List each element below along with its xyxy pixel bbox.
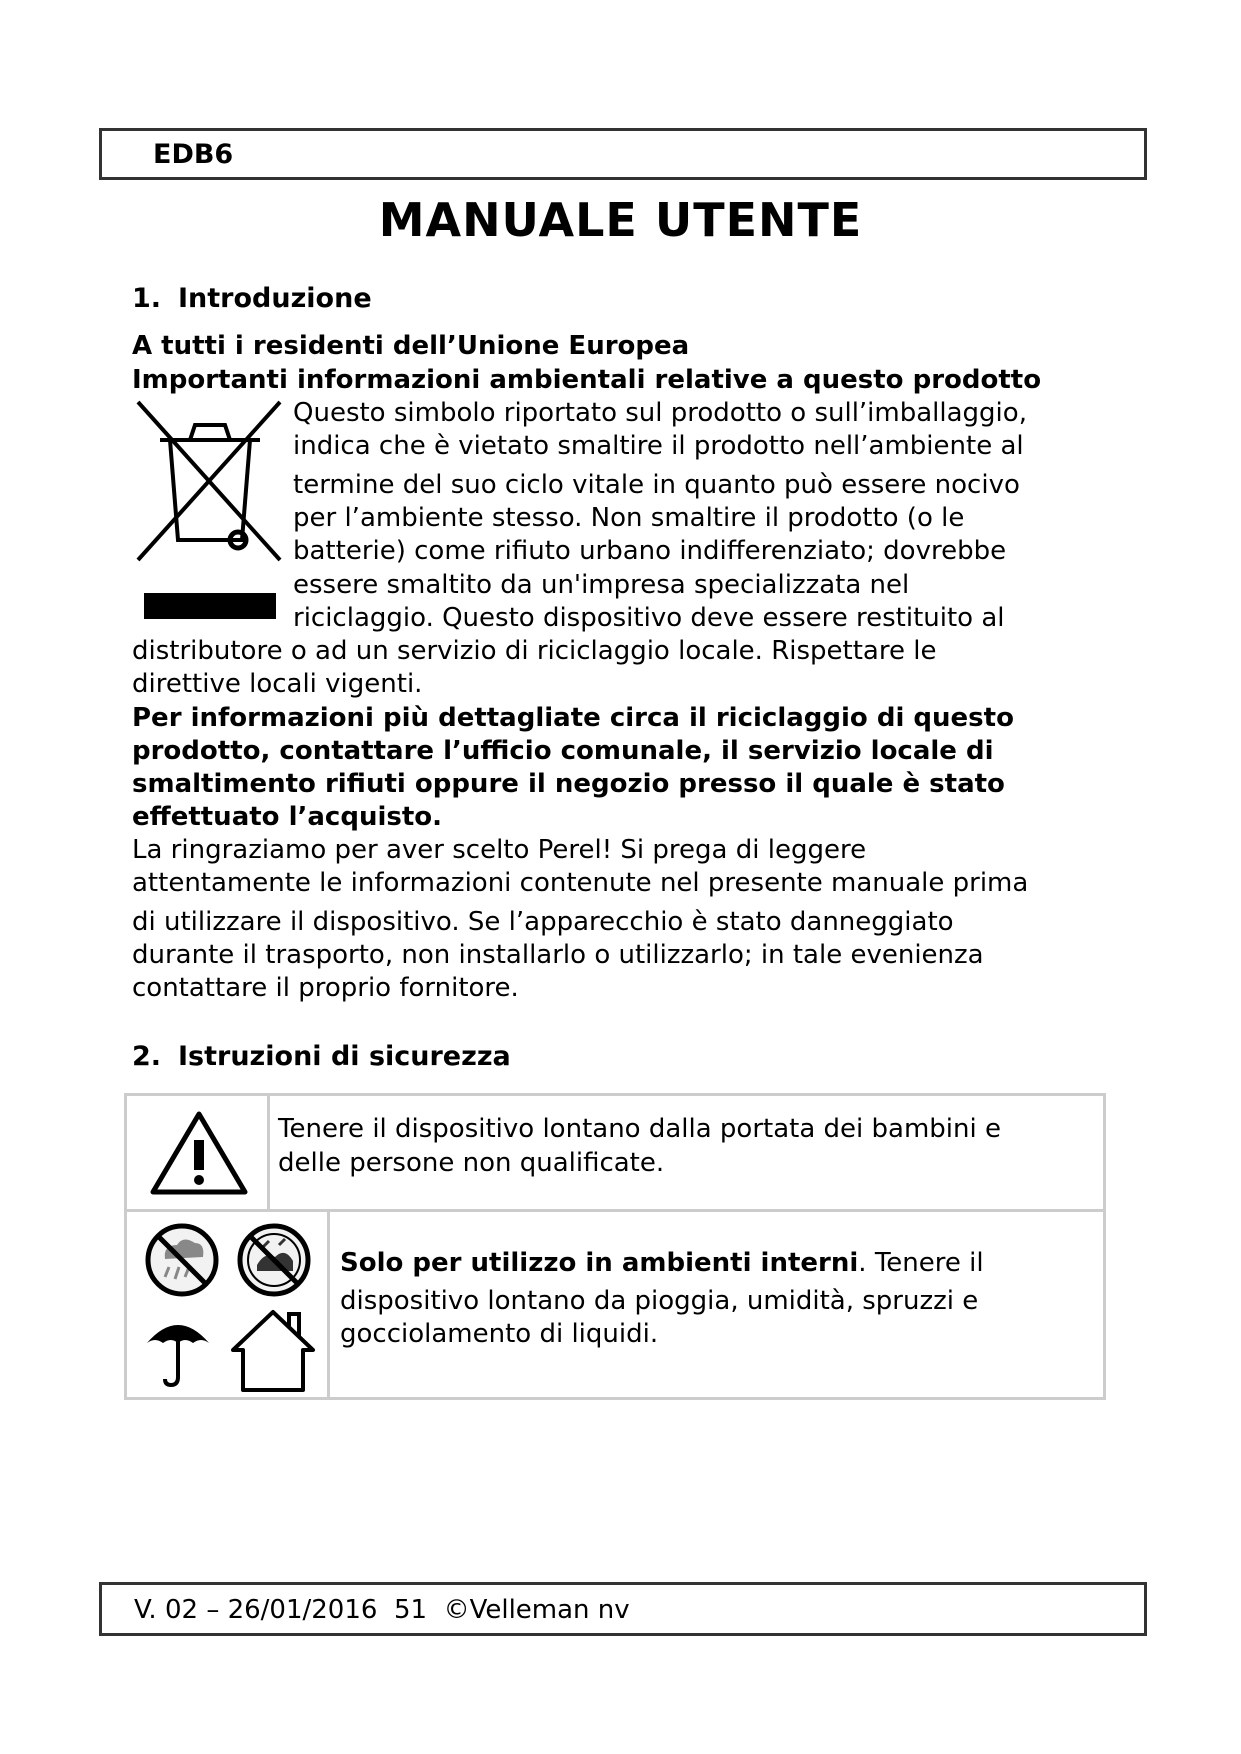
- weee-tail-line-1: distributore o ad un servizio di riciclaggio locale. Rispettare le: [132, 636, 937, 666]
- weee-line-3: termine del suo ciclo vitale in quanto può essere nocivo: [293, 470, 1020, 500]
- no-rain-icon: [143, 1221, 221, 1299]
- section-2-title: Istruzioni di sicurezza: [178, 1041, 511, 1072]
- footer-box: [99, 1582, 1147, 1636]
- row2-line-1: [340, 1246, 984, 1280]
- info-line-1: Per informazioni più dettagliate circa il riciclaggio di questo: [132, 703, 1014, 733]
- row2-line-2: dispositivo lontano da pioggia, umidità, spruzzi e: [340, 1286, 979, 1316]
- eu-heading: A tutti i residenti dell’Unione Europea: [132, 331, 690, 361]
- weee-line-1: Questo simbolo riportato sul prodotto o sull’imballaggio,: [293, 398, 1027, 428]
- section-2-number: 2.: [132, 1041, 162, 1072]
- info-line-3: smaltimento rifiuti oppure il negozio presso il quale è stato: [132, 769, 1005, 799]
- weee-bin-icon: [130, 400, 290, 630]
- row1-line-2: delle persone non qualificate.: [278, 1148, 665, 1178]
- thanks-line-2: attentamente le informazioni contenute nel presente manuale prima: [132, 868, 1029, 898]
- env-heading: Importanti informazioni ambientali relative a questo prodotto: [132, 365, 1042, 395]
- page-title: MANUALE UTENTE: [378, 193, 863, 247]
- thanks-line-1: La ringraziamo per aver scelto Perel! Si prega di leggere: [132, 835, 867, 865]
- weee-line-2: indica che è vietato smaltire il prodotto nell’ambiente al: [293, 431, 1024, 461]
- table-col-divider-1: [267, 1096, 270, 1209]
- footer-text: V. 02 – 26/01/2016 51 ©Velleman nv: [134, 1595, 630, 1625]
- safety-table: [124, 1093, 1106, 1400]
- section-1-heading: [132, 283, 372, 314]
- weee-line-6: essere smaltito da un'impresa specializzata nel: [293, 570, 910, 600]
- weee-tail-line-2: direttive locali vigenti.: [132, 669, 423, 699]
- model-label: EDB6: [153, 139, 234, 170]
- indoor-house-icon: [227, 1304, 319, 1396]
- weee-line-7: riciclaggio. Questo dispositivo deve essere restituito al: [293, 603, 1005, 633]
- section-1-title: Introduzione: [178, 283, 372, 314]
- row2-line-3: gocciolamento di liquidi.: [340, 1319, 659, 1349]
- row2-line-1-tail: . Tenere il: [858, 1248, 984, 1278]
- table-row-divider: [127, 1209, 1103, 1212]
- thanks-line-4: durante il trasporto, non installarlo o utilizzarlo; in tale evenienza: [132, 940, 984, 970]
- indoor-only-label: Solo per utilizzo in ambienti interni: [340, 1248, 859, 1278]
- section-2-heading: [132, 1041, 511, 1072]
- info-line-4: effettuato l’acquisto.: [132, 802, 443, 832]
- row1-line-1: Tenere il dispositivo lontano dalla portata dei bambini e: [278, 1114, 1001, 1144]
- no-splash-icon: [235, 1221, 313, 1299]
- umbrella-icon: [143, 1311, 213, 1391]
- thanks-line-5: contattare il proprio fornitore.: [132, 973, 519, 1003]
- header-box: [99, 128, 1147, 180]
- table-col-divider-2: [327, 1209, 330, 1397]
- weee-line-4: per l’ambiente stesso. Non smaltire il prodotto (o le: [293, 503, 965, 533]
- weee-line-5: batterie) come rifiuto urbano indifferenziato; dovrebbe: [293, 536, 1007, 566]
- warning-triangle-icon: [149, 1110, 249, 1196]
- thanks-line-3: di utilizzare il dispositivo. Se l’apparecchio è stato danneggiato: [132, 907, 954, 937]
- section-1-number: 1.: [132, 283, 162, 314]
- info-line-2: prodotto, contattare l’ufficio comunale, il servizio locale di: [132, 736, 994, 766]
